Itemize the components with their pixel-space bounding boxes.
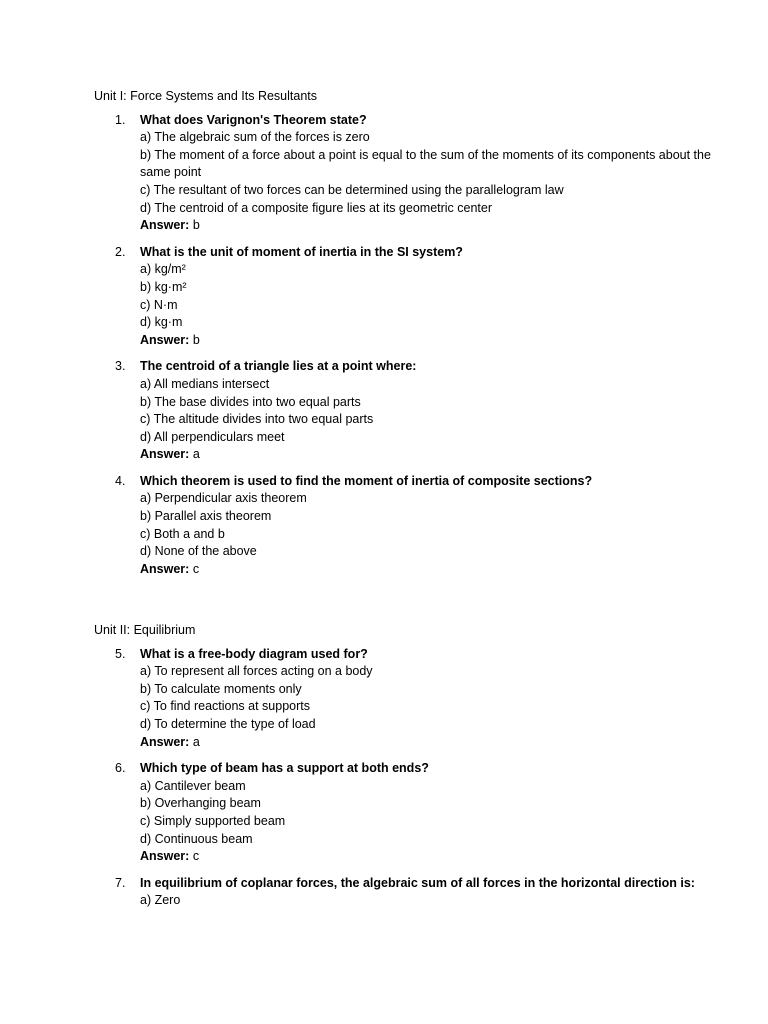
option-b: b) Parallel axis theorem bbox=[140, 509, 272, 524]
question-4 bbox=[94, 473, 714, 579]
option-c: c) The altitude divides into two equal parts bbox=[140, 412, 374, 427]
option-d: d) Continuous beam bbox=[140, 831, 253, 846]
unit-title: Unit II: Equilibrium bbox=[94, 623, 196, 637]
question-3 bbox=[94, 358, 714, 464]
question-text: In equilibrium of coplanar forces, the algebraic sum of all forces in the horizontal direction is: bbox=[140, 875, 695, 890]
question-number: 2. bbox=[115, 244, 126, 259]
question-number: 1. bbox=[115, 112, 126, 127]
option-a: a) kg/m² bbox=[140, 262, 186, 277]
answer-value: b bbox=[192, 332, 200, 347]
option-c: c) Both a and b bbox=[140, 526, 225, 541]
question-text: What is the unit of moment of inertia in the SI system? bbox=[140, 244, 463, 259]
question-number: 6. bbox=[115, 761, 126, 776]
option-a: a) Cantilever beam bbox=[140, 778, 246, 793]
option-b: b) Overhanging beam bbox=[140, 796, 261, 811]
answer-label: Answer: bbox=[140, 332, 190, 347]
option-c: c) The resultant of two forces can be determined using the parallelogram law bbox=[140, 182, 564, 197]
answer-value: c bbox=[192, 561, 200, 576]
question-text: Which type of beam has a support at both ends? bbox=[140, 761, 429, 776]
question-1 bbox=[94, 112, 714, 235]
answer-value: a bbox=[192, 734, 200, 749]
answer-line bbox=[140, 217, 714, 235]
question-number: 7. bbox=[115, 875, 126, 890]
answer-line bbox=[140, 848, 714, 866]
answer-line bbox=[140, 561, 714, 579]
answer-label: Answer: bbox=[140, 561, 190, 576]
option-d: d) All perpendiculars meet bbox=[140, 429, 285, 444]
option-d: d) None of the above bbox=[140, 544, 257, 559]
answer-label: Answer: bbox=[140, 849, 190, 864]
question-text: What does Varignon's Theorem state? bbox=[140, 112, 367, 127]
answer-line bbox=[140, 446, 714, 464]
answer-value: a bbox=[192, 447, 200, 462]
question-5 bbox=[94, 646, 714, 752]
option-b: b) To calculate moments only bbox=[140, 681, 302, 696]
question-6 bbox=[94, 760, 714, 866]
question-7 bbox=[94, 875, 714, 910]
question-number: 5. bbox=[115, 646, 126, 661]
answer-value: c bbox=[192, 849, 200, 864]
answer-label: Answer: bbox=[140, 734, 190, 749]
option-b: b) kg·m² bbox=[140, 279, 187, 294]
unit-section-1 bbox=[94, 88, 714, 587]
option-a: a) All medians intersect bbox=[140, 376, 270, 391]
answer-line bbox=[140, 734, 714, 752]
question-number: 4. bbox=[115, 473, 126, 488]
option-c: c) N·m bbox=[140, 297, 178, 312]
option-d: d) The centroid of a composite figure lies at its geometric center bbox=[140, 200, 493, 215]
question-text: Which theorem is used to find the moment of inertia of composite sections? bbox=[140, 473, 593, 488]
unit-title: Unit I: Force Systems and Its Resultants bbox=[94, 89, 317, 103]
unit-section-2 bbox=[94, 622, 714, 919]
question-2 bbox=[94, 244, 714, 350]
option-a: a) The algebraic sum of the forces is zero bbox=[140, 130, 370, 145]
answer-value: b bbox=[192, 218, 200, 233]
option-c: c) To find reactions at supports bbox=[140, 699, 310, 714]
option-b: b) The base divides into two equal parts bbox=[140, 394, 361, 409]
option-d: d) To determine the type of load bbox=[140, 716, 316, 731]
option-a: a) To represent all forces acting on a body bbox=[140, 664, 373, 679]
question-text: The centroid of a triangle lies at a point where: bbox=[140, 359, 417, 374]
answer-line bbox=[140, 332, 714, 350]
question-number: 3. bbox=[115, 359, 126, 374]
option-c: c) Simply supported beam bbox=[140, 813, 286, 828]
answer-label: Answer: bbox=[140, 447, 190, 462]
answer-label: Answer: bbox=[140, 218, 190, 233]
option-a: a) Zero bbox=[140, 893, 181, 908]
option-b: b) The moment of a force about a point is equal to the sum of the moments of its components about the same point bbox=[140, 147, 711, 180]
question-text: What is a free-body diagram used for? bbox=[140, 646, 368, 661]
option-d: d) kg·m bbox=[140, 315, 183, 330]
option-a: a) Perpendicular axis theorem bbox=[140, 491, 307, 506]
